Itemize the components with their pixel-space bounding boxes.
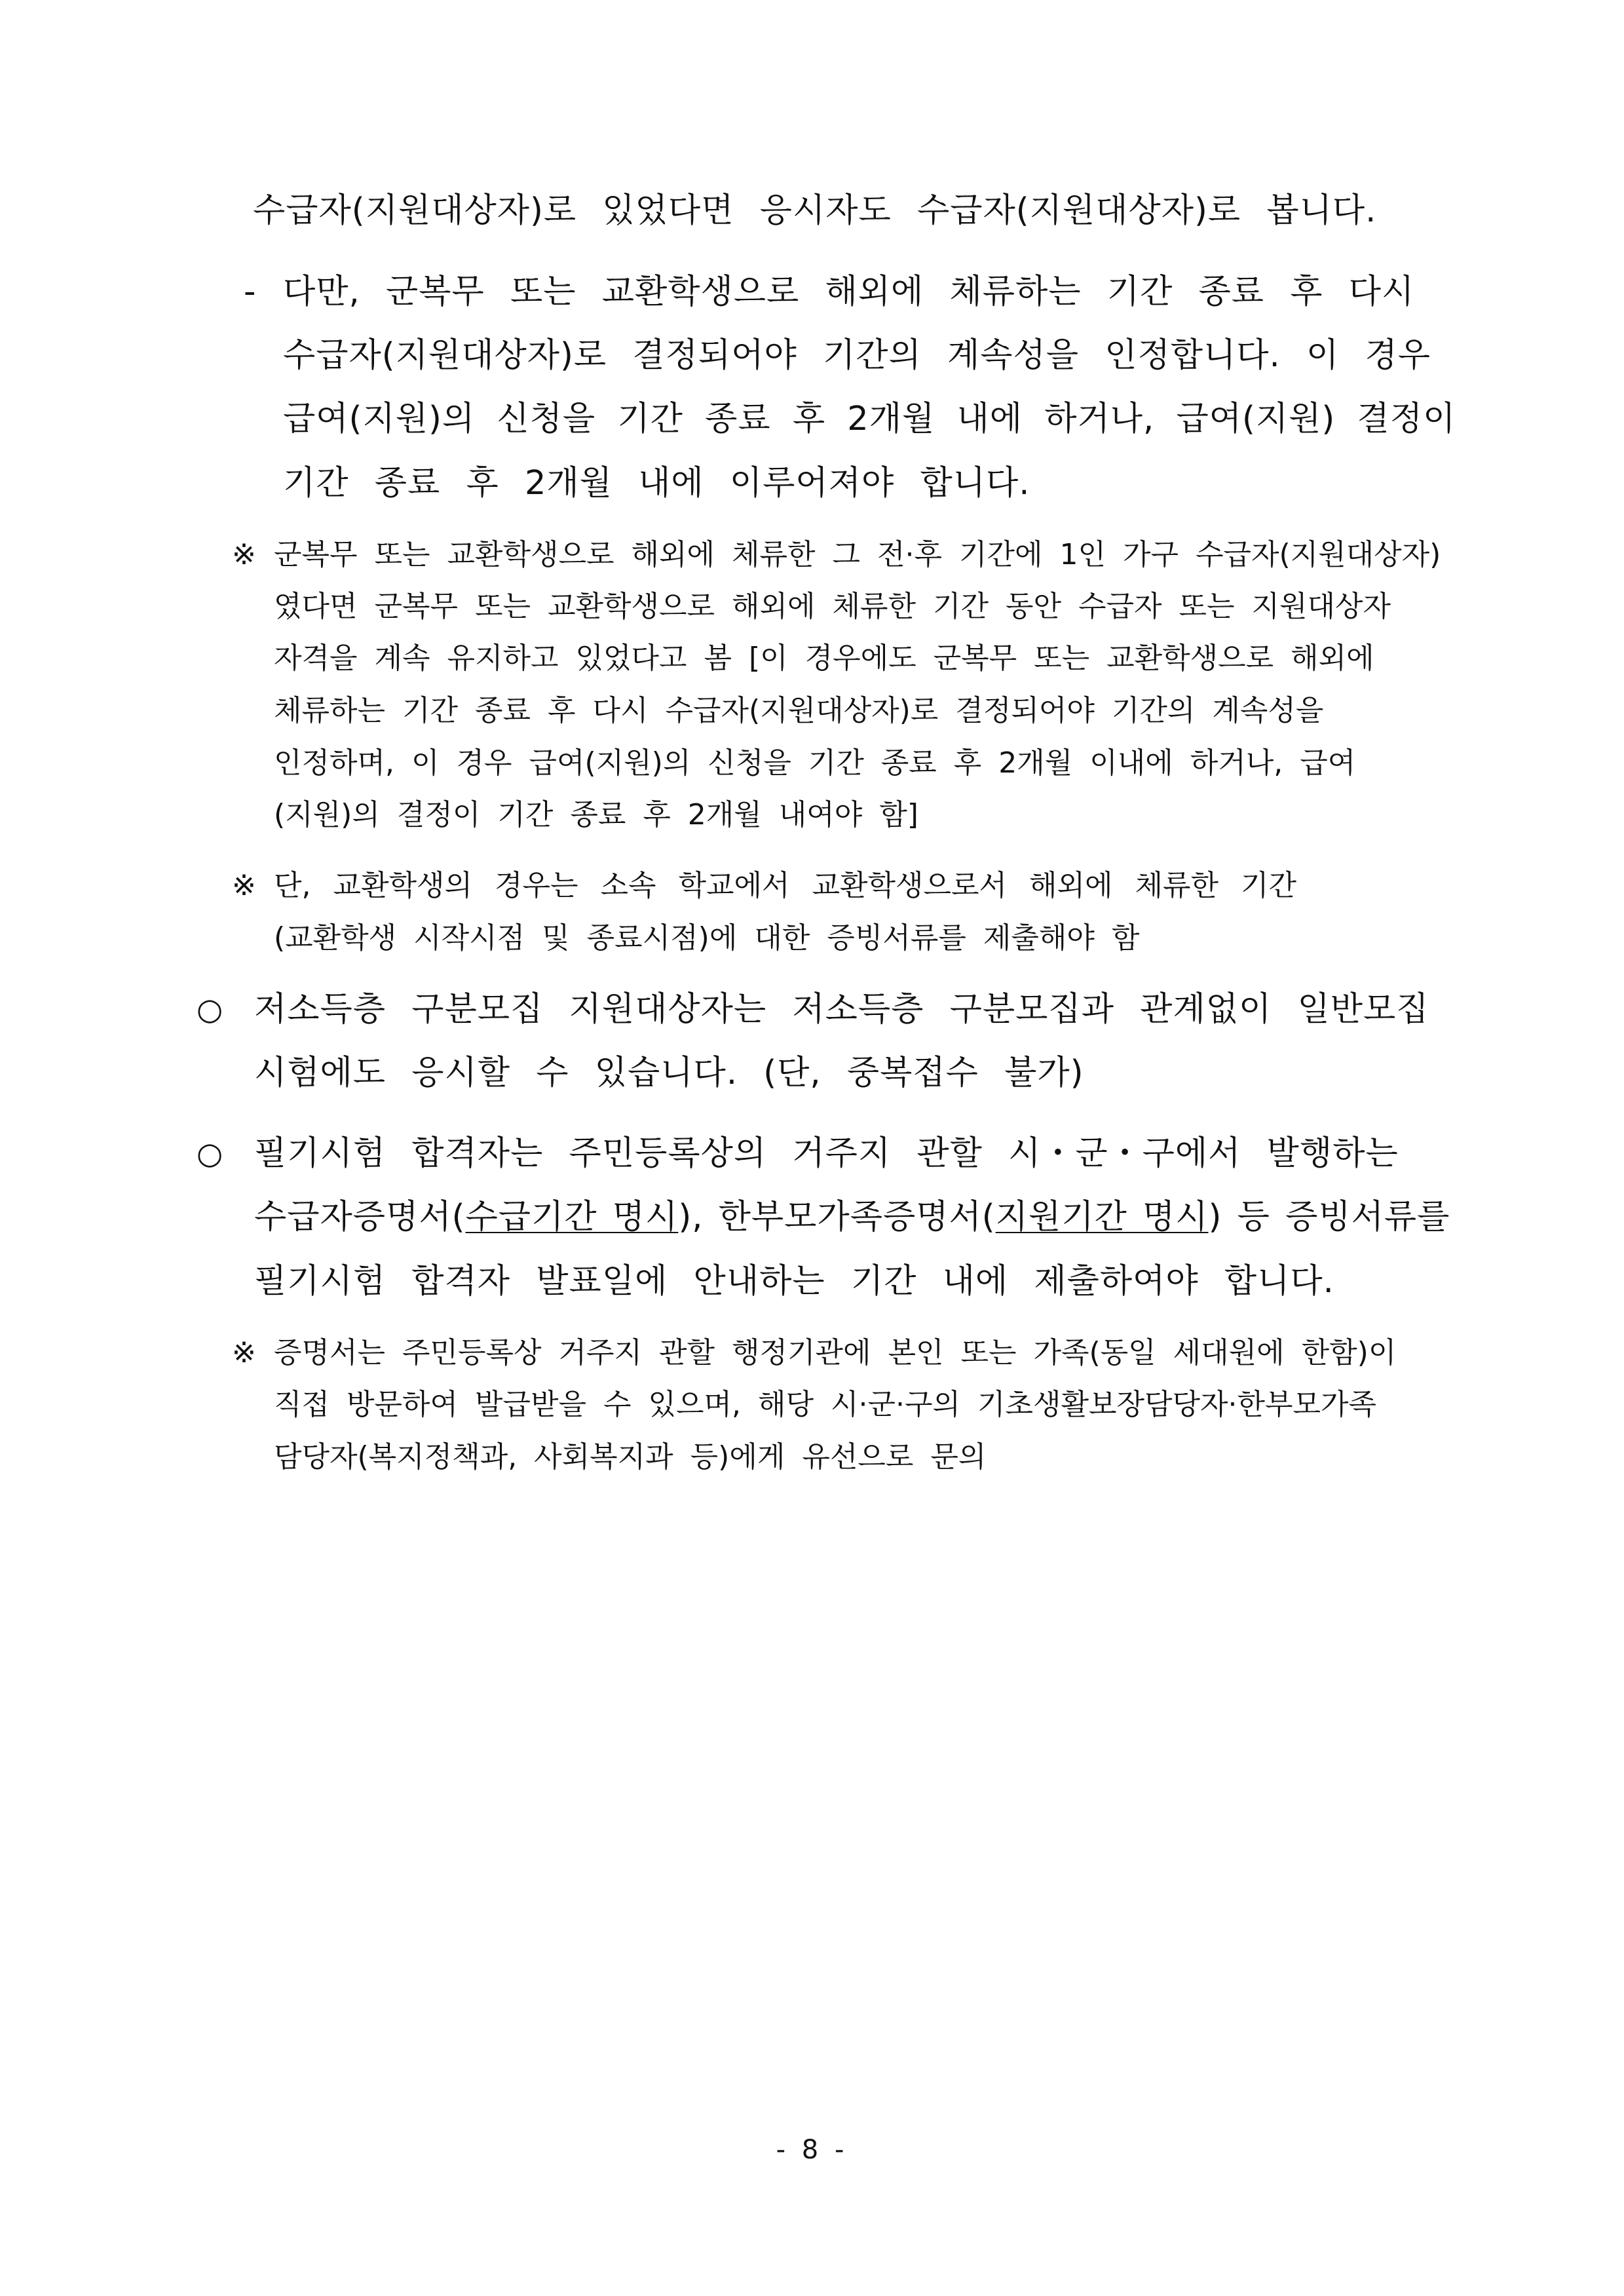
dash-item-line-3: 급여(지원)의 신청을 기간 종료 후 2개월 내에 하거나, 급여(지원) 결정이 (283, 400, 1456, 438)
page-number: - 8 - (776, 2135, 848, 2165)
note-3-line-1: 증명서는 주민등록상 거주지 관할 행정기관에 본인 또는 가족(동일 세대원에 한함)이 (274, 1336, 1397, 1369)
note-3-line-2: 직접 방문하여 발급받을 수 있으며, 해당 시·군·구의 기초생활보장담당자·한부모가족 (274, 1388, 1376, 1421)
note-1-line-3: 자격을 계속 유지하고 있었다고 봄 [이 경우에도 군복무 또는 교환학생으로 해외에 (274, 641, 1374, 675)
bullet-2-line-2 (254, 1200, 1450, 1234)
bullet-1-line-1: 저소득층 구분모집 지원대상자는 저소득층 구분모집과 관계없이 일반모집 (254, 990, 1429, 1029)
note-2-line-2: (교환학생 시작시점 및 종료시점)에 대한 증빙서류를 제출해야 함 (274, 921, 1140, 955)
intro-line-1: 수급자(지원대상자)로 있었다면 응시자도 수급자(지원대상자)로 봅니다. (253, 191, 1377, 230)
bullet-1-line-2: 시험에도 응시할 수 있습니다. (단, 중복접수 불가) (254, 1054, 1084, 1092)
bullet-2-line-2-part-c: ), 한부모가족증명서( (678, 1198, 996, 1236)
dash-item-line-4: 기간 종료 후 2개월 내에 이루어져야 합니다. (283, 464, 1030, 503)
note-2-line-1: 단, 교환학생의 경우는 소속 학교에서 교환학생으로서 해외에 체류한 기간 (274, 869, 1296, 902)
note-1-marker: ※ (232, 538, 256, 571)
bullet-2-line-1: 필기시험 합격자는 주민등록상의 거주지 관할 시・군・구에서 발행하는 (254, 1134, 1399, 1173)
note-3-line-3: 담당자(복지정책과, 사회복지과 등)에게 유선으로 문의 (274, 1440, 987, 1474)
supply-period-underlined: 수급기간 명시 (465, 1198, 679, 1236)
bullet-2-line-2-part-a: 수급자증명서( (254, 1198, 466, 1236)
dash-item-line-2: 수급자(지원대상자)로 결정되어야 기간의 계속성을 인정합니다. 이 경우 (283, 336, 1431, 375)
note-3-marker: ※ (232, 1336, 256, 1369)
note-1-line-4: 체류하는 기간 종료 후 다시 수급자(지원대상자)로 결정되어야 기간의 계속성을 (274, 694, 1324, 727)
dash-item-line-1: 다만, 군복무 또는 교환학생으로 해외에 체류하는 기간 종료 후 다시 (283, 273, 1415, 311)
dash-marker: - (244, 273, 256, 311)
bullet-2-marker: ○ (197, 1136, 223, 1171)
note-2-marker: ※ (232, 869, 256, 902)
note-1-line-2: 였다면 군복무 또는 교환학생으로 해외에 체류한 기간 동안 수급자 또는 지원대상자 (274, 590, 1391, 623)
note-1-line-5: 인정하며, 이 경우 급여(지원)의 신청을 기간 종료 후 2개월 이내에 하거나, 급여 (274, 746, 1356, 780)
support-period-underlined: 지원기간 명시 (995, 1198, 1209, 1236)
bullet-1-marker: ○ (197, 991, 223, 1027)
bullet-2-line-3: 필기시험 합격자 발표일에 안내하는 기간 내에 제출하여야 합니다. (254, 1262, 1334, 1301)
note-1-line-6: (지원)의 결정이 기간 종료 후 2개월 내여야 함] (274, 798, 918, 832)
note-1-line-1: 군복무 또는 교환학생으로 해외에 체류한 그 전·후 기간에 1인 가구 수급자(지원대상자) (274, 538, 1441, 571)
bullet-2-line-2-part-e: ) 등 증빙서류를 (1208, 1198, 1450, 1236)
